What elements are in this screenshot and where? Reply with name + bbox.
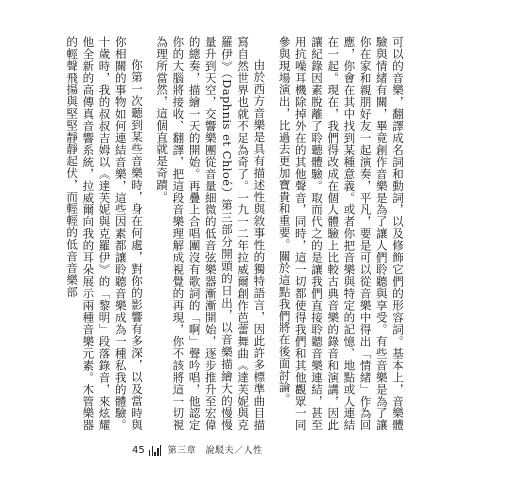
page-footer — [132, 440, 263, 456]
paragraph-3: 你第一次聽到某些音樂時，身在何處，對你的影響有多深，以及當時與你相關的事物如何連結音樂，這些因素都讓聆聽音樂成為一種私我的體驗。十歲時，我的叔叔吉姆以《達芙妮與克羅伊》的「黎明」段落錄音，來炫耀他全新的高傳真音響系統，拉威爾向我的耳朵展示兩種音樂元素。木管樂器的輕聲飛揚與堅堅靜靜起伏，而輕輕的低音音樂部 — [65, 36, 144, 431]
body-text — [65, 36, 406, 431]
chapter-label: 第三章 說駁夫／人性 — [167, 446, 263, 456]
paragraph-2: 由於西方音樂是具有描述性與敘事性的獨特語言，因此許多標準曲目描寫自然世界也就不足為奇了。一九一二年拉威爾創作芭蕾舞曲《達芙妮與克羅伊》（Daphnis et Chloé）第三部分開頭的日出，以音樂描繪大的慢慢量升到天空，交響樂團從音量細微的低音弦樂器漸漸開始，逐步推升至宏偉的總奏，描繪一天的開始。再疊上合唱團沒有歌詞的「啊」聲吟唱，他認定你的大腦將接收、翻譯，把這段音樂理解成視覺的再現，你不該將這一切視為理所當然，這個直就是奇蹟。 — [155, 36, 267, 431]
sound-bars-icon — [149, 445, 163, 456]
page-number: 45 — [132, 445, 145, 456]
paragraph-1: 可以的音樂，翻譯成名詞和動詞，以及修飾它們的形容詞。基本上，音樂體驗與情緒有關，畢竟創作音樂是為了讓人們聆聽與享受。有些音樂是為了讓你在家和親朋好友一起演奏，平凡，要是可以從音樂中得出「情緒」作為回應，你會在其中找到某種意義。或者你把音樂與特定的記憶、地點或人連結在一起。現在，我們得改成在個人體驗上比較古典音樂的錄音和演講，因此讓紀錄因素脫離了聆聽體驗。取而代之的是讓我們直接聆聽音樂連結，甚至用抗噪耳機除掉外在的其他聲音，同時，這一切都使得我們和其他觀眾一同參與現場演出，比過去更加寶貴和重要。關於這點我們將在後面討論。 — [277, 36, 405, 431]
